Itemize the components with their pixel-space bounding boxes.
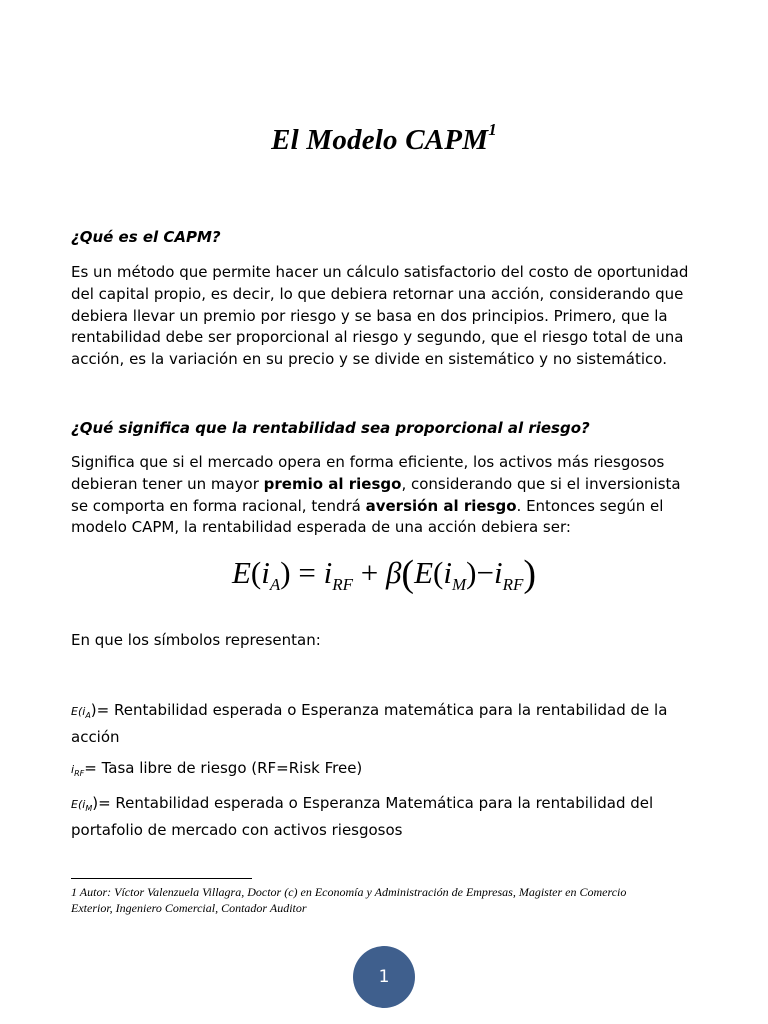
paragraph-line: Es un método que permite hacer un cálculo satisfactorio del costo de oportunidad — [71, 263, 689, 281]
symbol-label-text: E(i — [71, 705, 86, 718]
footnote-line: Exterior, Ingeniero Comercial, Contador Auditor — [71, 901, 307, 915]
symbols-intro: En que los símbolos representan: — [71, 631, 321, 649]
paragraph-capm-definition — [71, 262, 697, 371]
symbol-label-close: ) — [92, 794, 99, 812]
formula-E: E — [414, 555, 434, 590]
formula-equals: = — [298, 555, 316, 590]
symbol-label — [71, 705, 91, 721]
symbol-description: = Rentabilidad esperada o Esperanza Matemática para la rentabilidad del — [98, 794, 654, 812]
paragraph-line — [71, 758, 697, 785]
paragraph-line — [71, 700, 697, 727]
symbol-label — [71, 763, 85, 779]
symbol-definition-expected-return-market — [71, 793, 697, 842]
symbol-label-close: ) — [90, 701, 97, 719]
paragraph-proportional-risk — [71, 452, 697, 539]
formula-i: i — [323, 555, 333, 590]
formula-plus: + — [360, 555, 379, 590]
formula-paren-close: ) — [280, 555, 291, 590]
paragraph-line: acción, es la variación en su precio y se divide en sistemático y no sistemático. — [71, 350, 667, 369]
formula-paren-close: ) — [466, 555, 477, 590]
formula-paren-open: ( — [250, 555, 262, 590]
symbol-description: = Tasa libre de riesgo (RF=Risk Free) — [84, 759, 363, 777]
section-heading-proportional-risk: ¿Qué significa que la rentabilidad sea proporcional al riesgo? — [71, 419, 590, 437]
paragraph-line: debiera llevar un premio por riesgo y se basa en dos principios. Primero, que la — [71, 306, 668, 325]
paragraph-line: Significa que si el mercado opera en forma eficiente, los activos más riesgosos — [71, 453, 665, 471]
paragraph-line: modelo CAPM, la rentabilidad esperada de una acción debiera ser: — [71, 518, 571, 537]
title-footnote-mark: 1 — [488, 120, 497, 139]
capm-formula — [0, 552, 768, 596]
symbol-label-text: E(i — [71, 798, 86, 811]
paragraph-line: rentabilidad debe ser proporcional al riesgo y segundo, que el riesgo total de una — [71, 328, 684, 347]
formula-big-paren-open: ( — [401, 553, 415, 595]
text-run: debieran tener un mayor — [71, 474, 264, 493]
section-heading-what-is-capm: ¿Qué es el CAPM? — [71, 228, 221, 246]
title-text: El Modelo CAPM — [271, 124, 489, 156]
formula-paren-open: ( — [433, 555, 444, 590]
formula-i: i — [443, 555, 452, 590]
formula-sub: RF — [502, 575, 524, 594]
symbol-label — [71, 798, 93, 814]
formula-big-paren-close: ) — [523, 553, 537, 595]
symbol-definition-risk-free — [71, 758, 697, 785]
symbol-label-sub: RF — [74, 769, 85, 779]
text-run: se comporta en forma racional, tendrá — [71, 496, 366, 515]
formula-minus: − — [476, 555, 494, 590]
symbol-label-text: i — [71, 763, 75, 776]
formula-i: i — [261, 555, 270, 590]
paragraph-line — [71, 474, 697, 496]
symbol-description: = Rentabilidad esperada o Esperanza matemática para la rentabilidad de la — [96, 701, 668, 719]
symbol-definition-expected-return-asset — [71, 700, 697, 749]
paragraph-line: portafolio de mercado con activos riesgosos — [71, 820, 403, 839]
document-title — [0, 120, 768, 157]
footnote-separator — [71, 878, 252, 879]
paragraph-line — [71, 496, 697, 518]
paragraph-line — [71, 793, 697, 820]
page-number-badge: 1 — [353, 946, 415, 1008]
footnote — [71, 884, 711, 916]
formula-beta: β — [385, 555, 402, 590]
formula-i: i — [493, 555, 503, 590]
bold-term-risk-aversion: aversión al riesgo — [365, 496, 517, 515]
formula-sub: A — [269, 575, 281, 594]
formula-sub: RF — [332, 575, 353, 594]
symbol-label-sub: A — [85, 711, 91, 721]
footnote-line: 1 Autor: Víctor Valenzuela Villagra, Doctor (c) en Economía y Administración de Empresas, Magister en Comercio — [71, 885, 627, 899]
text-run: . Entonces según el — [516, 496, 664, 515]
formula-sub: M — [451, 575, 467, 594]
paragraph-line: del capital propio, es decir, lo que debiera retornar una acción, considerando que — [71, 284, 684, 303]
text-run: , considerando que si el inversionista — [401, 474, 681, 493]
formula-E: E — [231, 555, 251, 590]
bold-term-risk-premium: premio al riesgo — [263, 474, 402, 493]
paragraph-line: acción — [71, 727, 120, 746]
symbol-label-sub: M — [85, 804, 93, 814]
